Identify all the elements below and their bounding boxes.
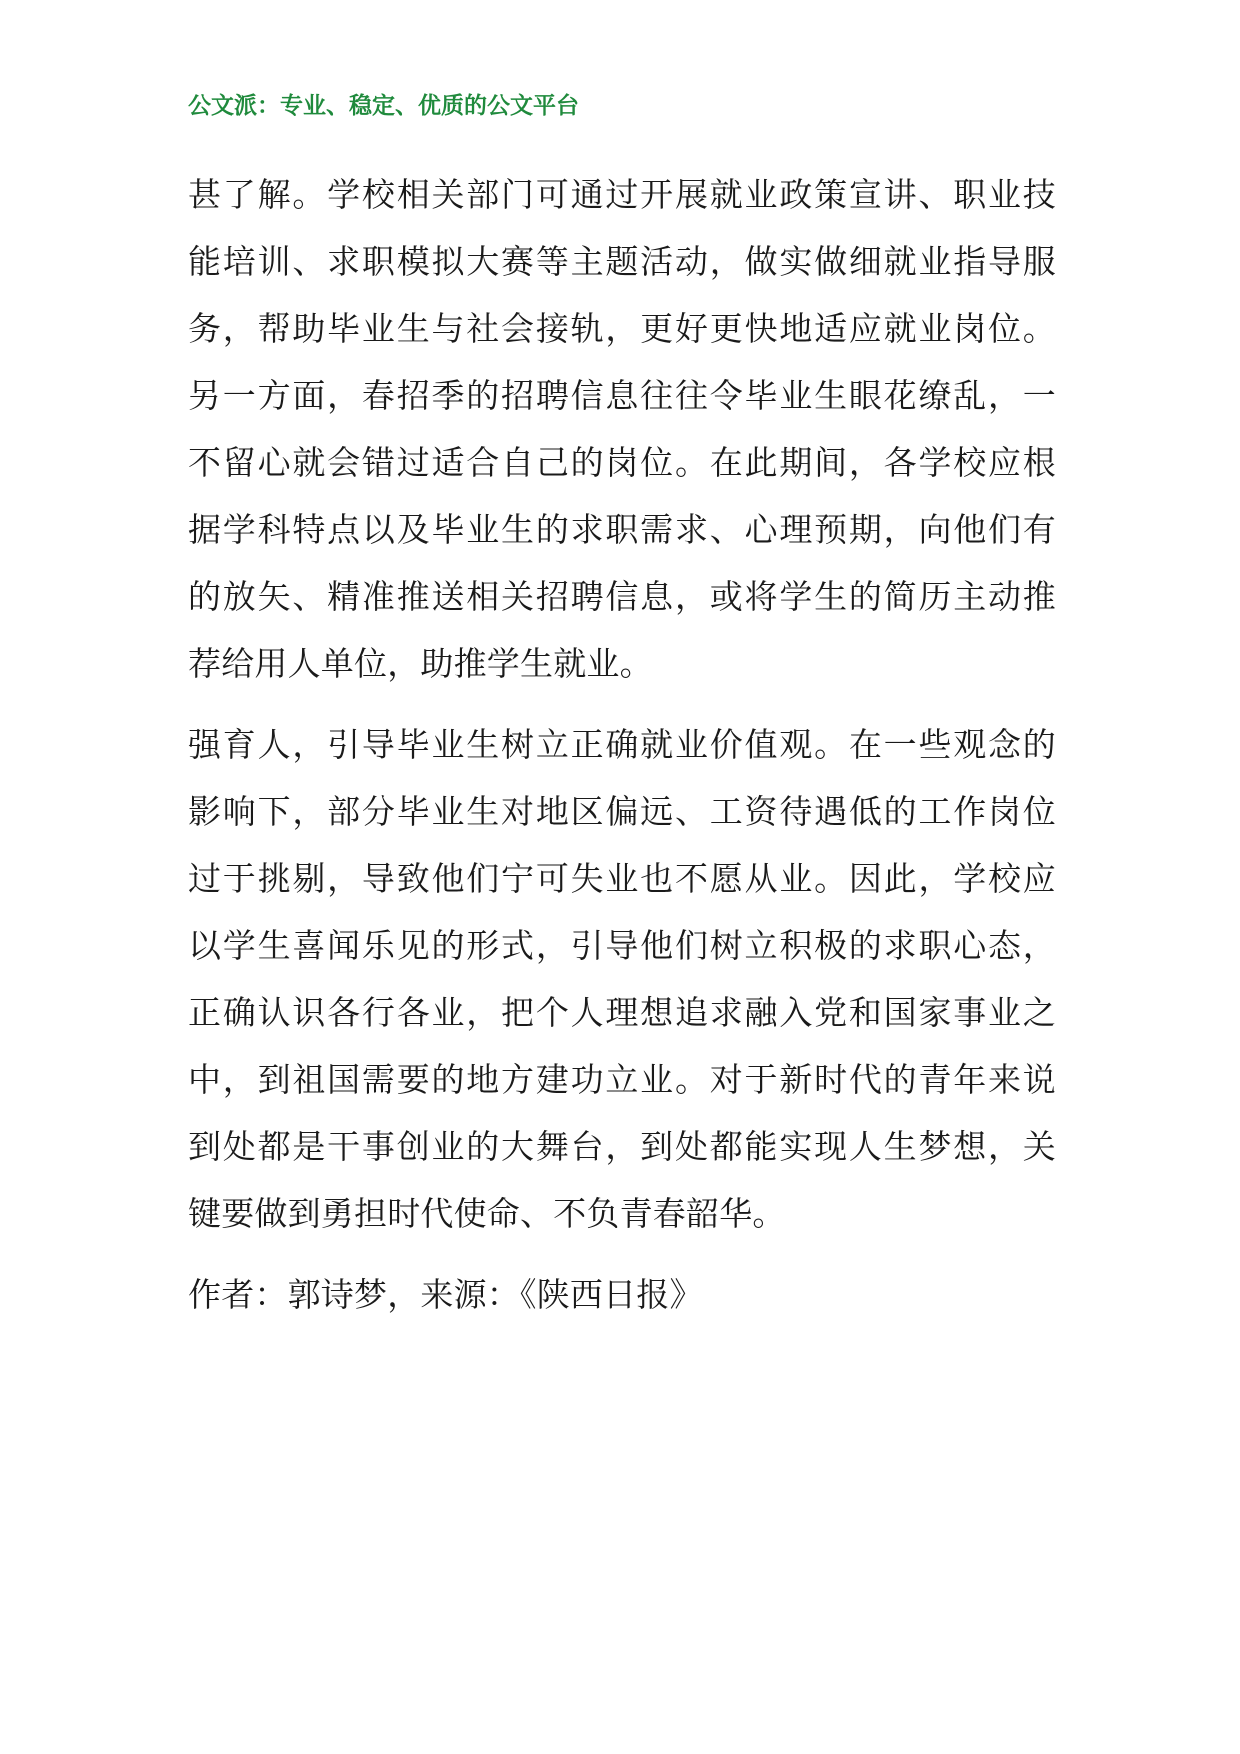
paragraph-1-line-2: 能培训、求职模拟大赛等主题活动，做实做细就业指导服 — [188, 242, 1056, 281]
paragraph-1-line-1: 甚了解。学校相关部门可通过开展就业政策宣讲、职业技 — [188, 175, 1056, 214]
paragraph-1-line-4: 另一方面，春招季的招聘信息往往令毕业生眼花缭乱，一 — [188, 376, 1056, 415]
paragraph-2-line-8: 键要做到勇担时代使命、不负青春韶华。 — [188, 1194, 786, 1233]
byline: 作者：郭诗梦，来源：《陕西日报》 — [188, 1275, 703, 1314]
paragraph-2-line-1: 强育人，引导毕业生树立正确就业价值观。在一些观念的 — [188, 725, 1056, 764]
paragraph-2-line-4: 以学生喜闻乐见的形式，引导他们树立积极的求职心态， — [188, 926, 1056, 965]
paragraph-2-line-5: 正确认识各行各业，把个人理想追求融入党和国家事业之 — [188, 993, 1056, 1032]
paragraph-2-line-6: 中，到祖国需要的地方建功立业。对于新时代的青年来说 — [188, 1060, 1056, 1099]
paragraph-2-line-3: 过于挑剔，导致他们宁可失业也不愿从业。因此，学校应 — [188, 859, 1056, 898]
paragraph-1-line-7: 的放矢、精准推送相关招聘信息，或将学生的简历主动推 — [188, 577, 1056, 616]
paragraph-1-line-5: 不留心就会错过适合自己的岗位。在此期间，各学校应根 — [188, 443, 1056, 482]
paragraph-2-line-2: 影响下，部分毕业生对地区偏远、工资待遇低的工作岗位 — [188, 792, 1056, 831]
paragraph-1-line-8: 荐给用人单位，助推学生就业。 — [188, 644, 653, 683]
site-header-title: 公文派：专业、稳定、优质的公文平台 — [188, 92, 579, 119]
paragraph-2-line-7: 到处都是干事创业的大舞台，到处都能实现人生梦想，关 — [188, 1127, 1056, 1166]
paragraph-1-line-6: 据学科特点以及毕业生的求职需求、心理预期，向他们有 — [188, 510, 1056, 549]
paragraph-1-line-3: 务，帮助毕业生与社会接轨，更好更快地适应就业岗位。 — [188, 309, 1056, 348]
